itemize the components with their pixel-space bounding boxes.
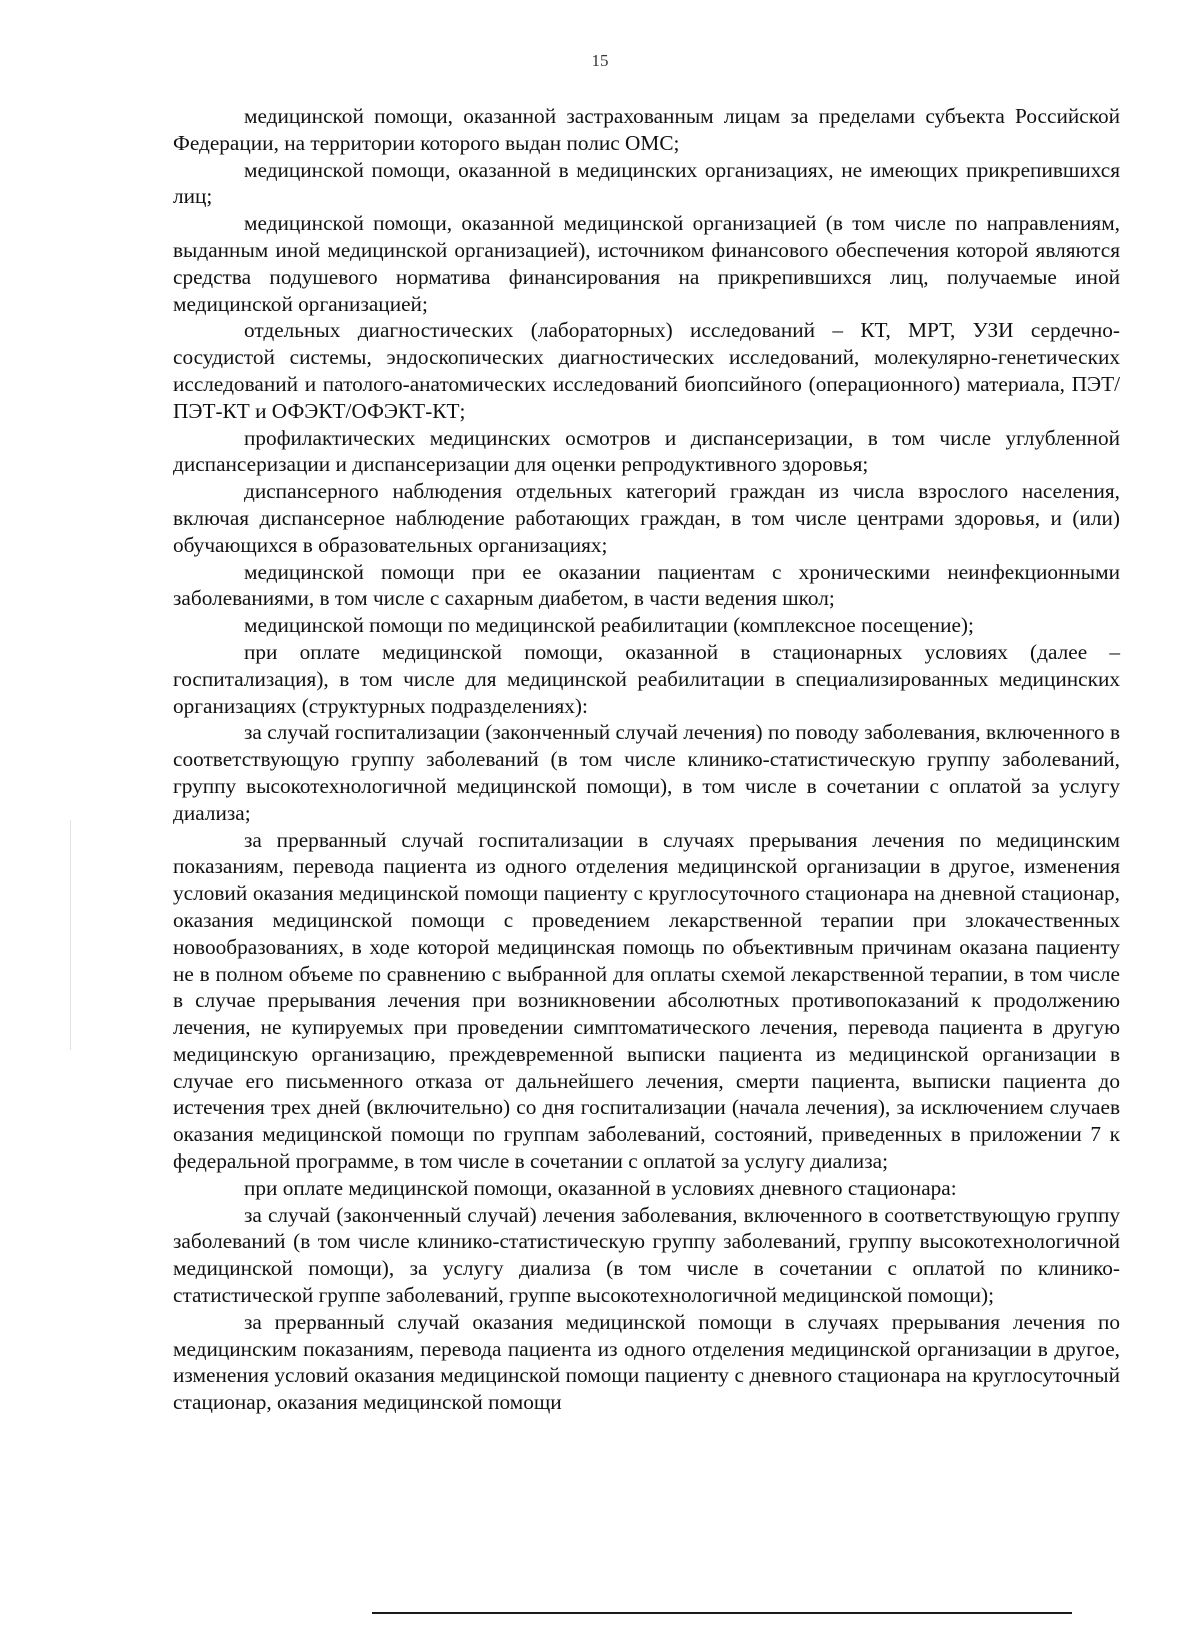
paragraph: профилактических медицинских осмотров и диспансеризации, в том числе углубленной диспансеризации и диспансеризации для оценки репродуктивного здоровья;: [173, 425, 1120, 477]
paragraph: отдельных диагностических (лабораторных) исследований – КТ, МРТ, УЗИ сердечно-сосудистой системы, эндоскопических диагностических исследований, молекулярно-генетических исследований и патолого-анатомических исследований биопсийного (операционного) материала, ПЭТ/ПЭТ-КТ и ОФЭКТ/ОФЭКТ-КТ;: [173, 318, 1120, 423]
paragraph: за прерванный случай оказания медицинской помощи в случаях прерывания лечения по медицинским показаниям, перевода пациента из одного отделения медицинской организации в другое, изменения условий оказания медицинской помощи пациенту с дневного стационара на круглосуточный стационар, оказания медицинской помощи: [173, 1309, 1120, 1415]
paragraph: за случай госпитализации (законченный случай лечения) по поводу заболевания, включенного в соответствующую группу заболеваний (в том числе клинико-статистическую группу заболеваний, группу высокотехнологичной медицинской помощи), в том числе в сочетании с оплатой за услугу диализа;: [173, 720, 1120, 825]
paragraph: за случай (законченный случай) лечения заболевания, включенного в соответствующую группу заболеваний (в том числе клинико-статистическую группу заболеваний, группу высокотехнологичной медицинской помощи), за услугу диализа (в том числе в сочетании с оплатой по клинико-статистической группе заболеваний, группе высокотехнологичной медицинской помощи);: [173, 1202, 1120, 1308]
paragraph: при оплате медицинской помощи, оказанной в стационарных условиях (далее – госпитализация), в том числе для медицинской реабилитации в специализированных медицинских организациях (структурных подразделениях):: [173, 639, 1120, 718]
page-number: 15: [591, 51, 609, 70]
scan-edge-line: [372, 1612, 1072, 1614]
scan-edge-line: [70, 820, 71, 1050]
paragraph: медицинской помощи, оказанной застрахованным лицам за пределами субъекта Российской Федерации, на территории которого выдан полис ОМС;: [173, 104, 1120, 155]
paragraph: медицинской помощи, оказанной в медицинских организациях, не имеющих прикрепившихся лиц;: [173, 157, 1120, 209]
paragraph: медицинской помощи по медицинской реабилитации (комплексное посещение);: [244, 613, 974, 638]
paragraph: за прерванный случай госпитализации в случаях прерывания лечения по медицинским показаниям, перевода пациента из одного отделения медицинской организации в другое, изменения условий оказания медицинской помощи пациенту с круглосуточного стационара на дневной стационар, оказания медицинской помощи с проведением лекарственной терапии при злокачественных новообразованиях, в ходе которой медицинская помощь по объективным причинам оказана пациенту не в полном объеме по сравнению с выбранной для оплаты схемой лекарственной терапии, в том числе в случае прерывания лечения при возникновении абсолютных противопоказаний к продолжению лечения, не купируемых при проведении симптоматического лечения, перевода пациента в другую медицинскую организацию, преждевременной выписки пациента из медицинской организации в случае его письменного отказа от дальнейшего лечения, смерти пациента, выписки пациента до истечения трех дней (включительно) со дня госпитализации (начала лечения), за исключением случаев оказания медицинской помощи по группам заболеваний, состояний, приведенных в приложении 7 к федеральной программе, в том числе в сочетании с оплатой за услугу диализа;: [173, 827, 1120, 1174]
paragraph: медицинской помощи, оказанной медицинской организацией (в том числе по направлениям, выданным иной медицинской организацией), источником финансового обеспечения которой являются средства подушевого норматива финансирования на прикрепившихся лиц, получаемые иной медицинской организацией;: [173, 211, 1120, 316]
paragraph: диспансерного наблюдения отдельных категорий граждан из числа взрослого населения, включая диспансерное наблюдение работающих граждан, в том числе центрами здоровья, и (или) обучающихся в образовательных организациях;: [173, 479, 1120, 557]
document-body: [173, 103, 1120, 1416]
paragraph: медицинской помощи при ее оказании пациентам с хроническими неинфекционными заболеваниями, в том числе с сахарным диабетом, в части ведения школ;: [173, 559, 1120, 611]
paragraph: при оплате медицинской помощи, оказанной в условиях дневного стационара:: [244, 1175, 957, 1200]
